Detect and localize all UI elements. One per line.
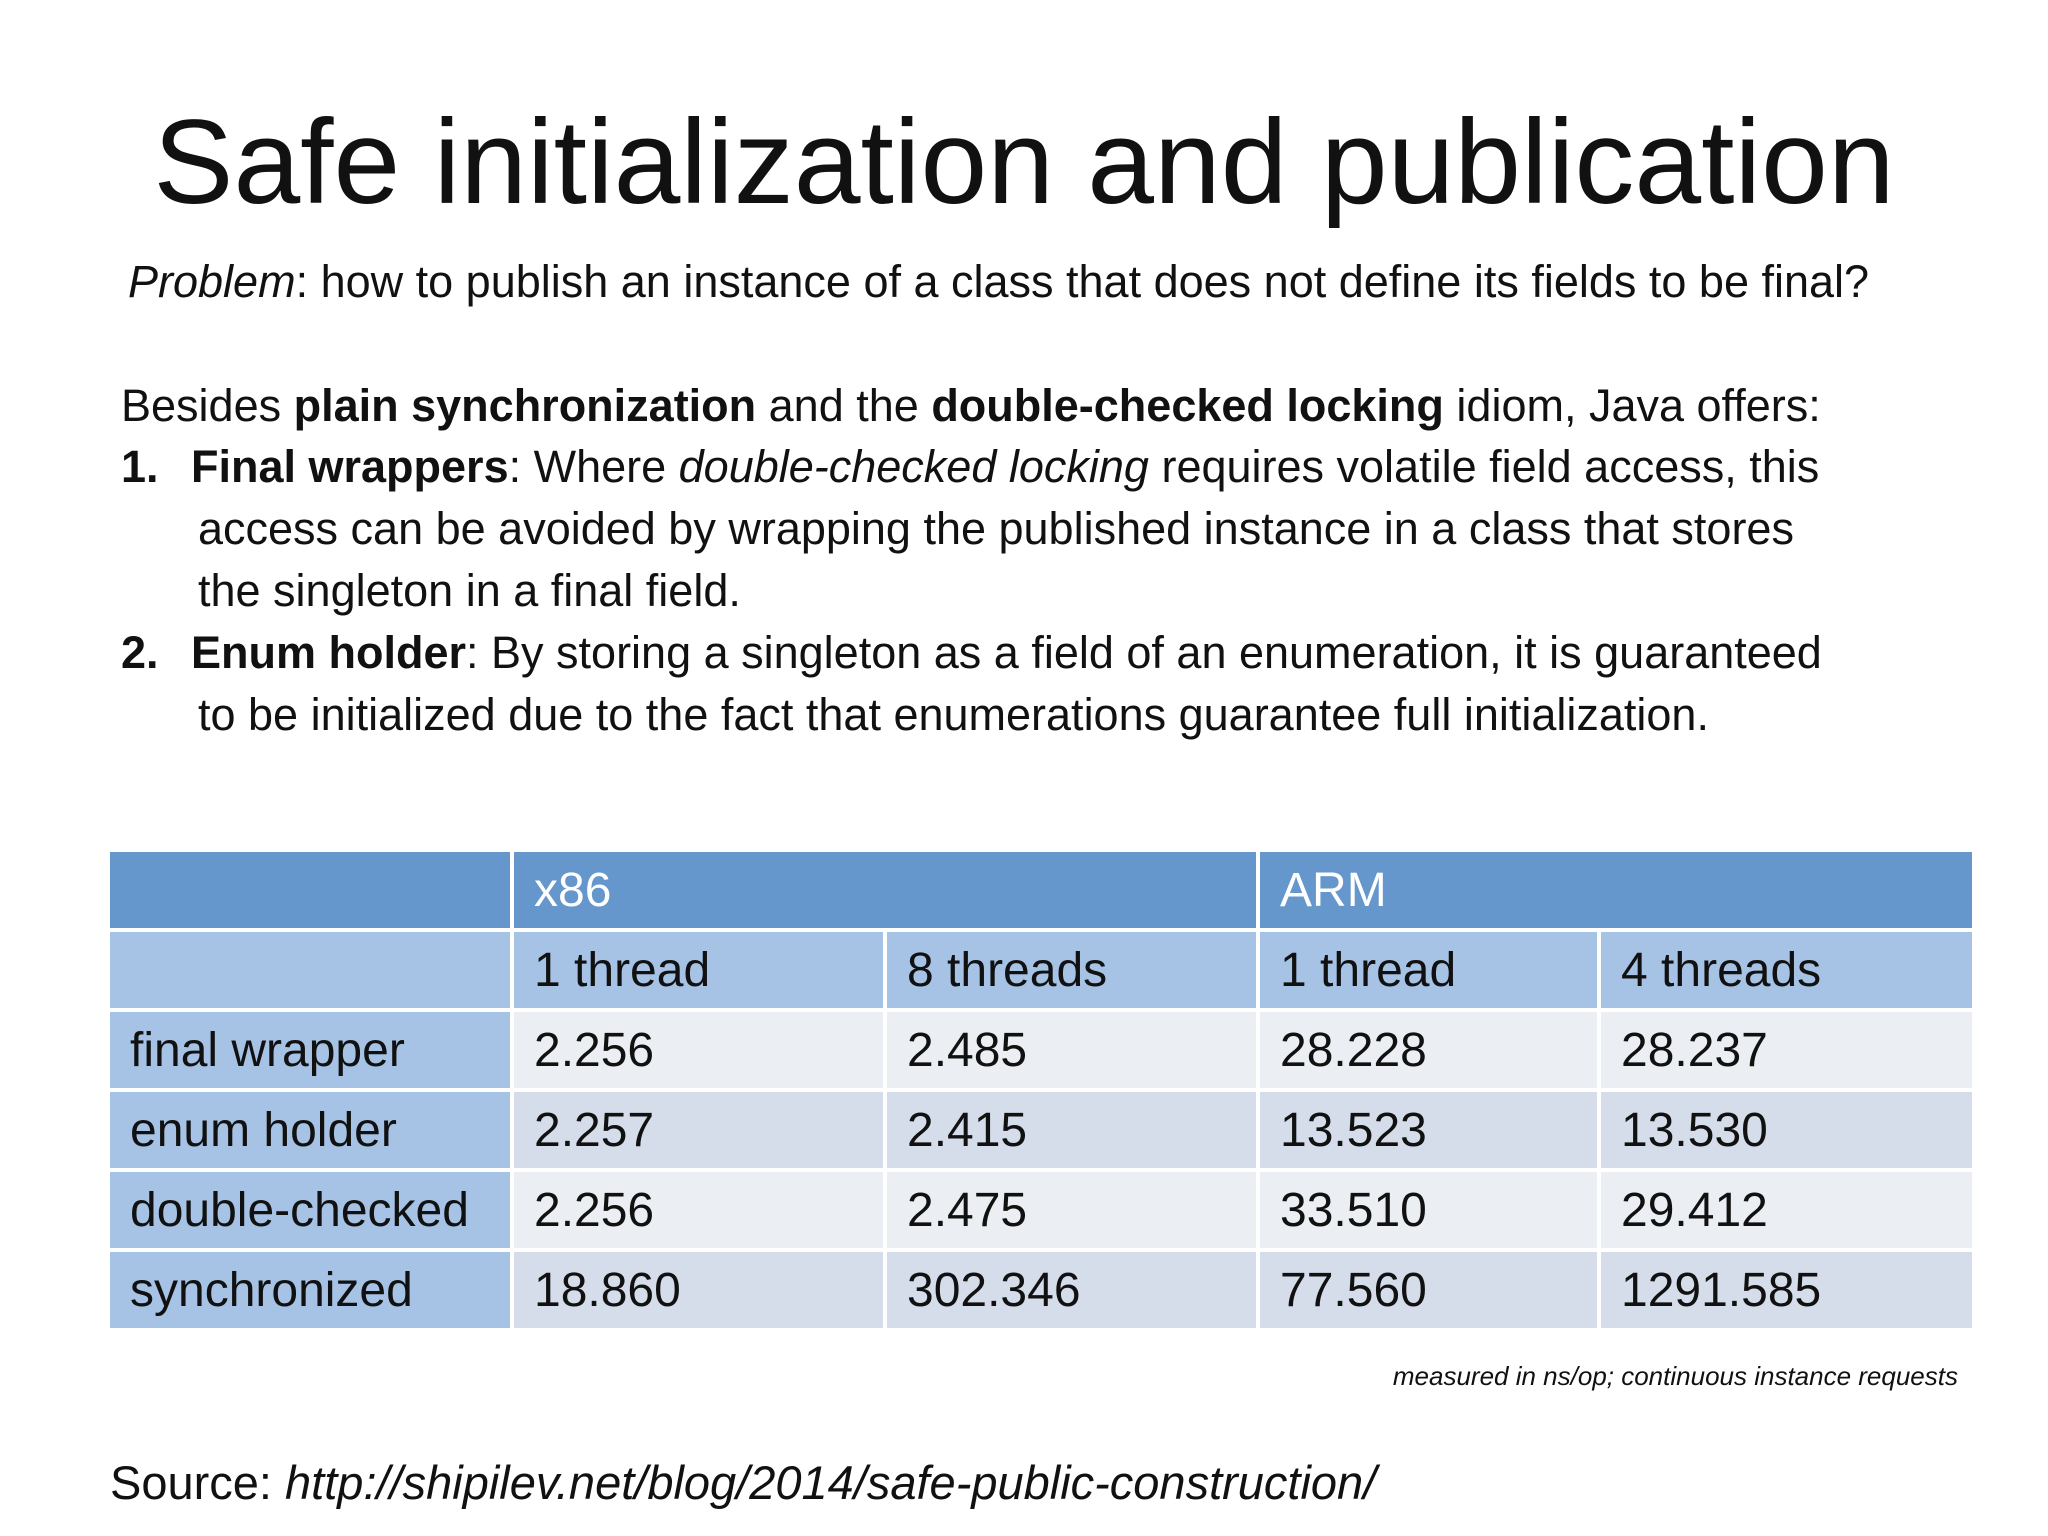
table-row	[108, 1010, 1974, 1090]
list-number: 1.	[121, 441, 159, 492]
column-header: 4 threads	[1599, 930, 1974, 1010]
row-label: enum holder	[108, 1090, 512, 1170]
problem-statement	[128, 254, 1869, 310]
measurement-note: measured in ns/op; continuous instance requests	[1392, 1361, 1958, 1391]
intro-bold-sync: plain synchronization	[293, 380, 757, 431]
table-cell: 2.257	[512, 1090, 885, 1170]
table-cell: 28.228	[1258, 1010, 1599, 1090]
table-subheader-corner	[108, 930, 512, 1010]
list-item-text: : Where	[508, 441, 679, 492]
group-header-arm: ARM	[1258, 850, 1974, 930]
table-cell: 2.475	[885, 1170, 1258, 1250]
intro-bold-dcl: double-checked locking	[931, 380, 1444, 431]
table-cell: 302.346	[885, 1250, 1258, 1330]
intro-suffix: idiom, Java offers:	[1443, 380, 1821, 431]
problem-text: : how to publish an instance of a class that does not define its fields to be final?	[295, 256, 1870, 307]
results-table	[106, 848, 1976, 1332]
table-cell: 33.510	[1258, 1170, 1599, 1250]
list-item-text: : By storing a singleton as a field of an enumeration, it is guaranteed	[466, 627, 1822, 678]
list-number: 2.	[121, 627, 159, 678]
table-corner-cell	[108, 850, 512, 930]
intro-prefix: Besides	[121, 380, 294, 431]
source-citation	[110, 1455, 1376, 1511]
list-item-italic: double-checked locking	[678, 441, 1149, 492]
row-label: double-checked	[108, 1170, 512, 1250]
list-item-continuation: to be initialized due to the fact that enumerations guarantee full initialization.	[198, 689, 1709, 740]
group-header-x86: x86	[512, 850, 1258, 930]
problem-label: Problem	[128, 256, 296, 307]
table-cell: 2.485	[885, 1010, 1258, 1090]
source-label: Source:	[110, 1456, 286, 1509]
list-item-heading: Enum holder	[191, 627, 467, 678]
table-cell: 2.256	[512, 1170, 885, 1250]
table-cell: 2.415	[885, 1090, 1258, 1170]
list-item-enum-holder	[121, 622, 1822, 746]
table-row	[108, 1090, 1974, 1170]
column-header: 8 threads	[885, 930, 1258, 1010]
list-item-continuation: the singleton in a final field.	[198, 565, 741, 616]
column-header: 1 thread	[1258, 930, 1599, 1010]
table-cell: 2.256	[512, 1010, 885, 1090]
column-header: 1 thread	[512, 930, 885, 1010]
list-item-line	[121, 436, 1819, 498]
table-cell: 13.530	[1599, 1090, 1974, 1170]
table-subheader-row	[108, 930, 1974, 1010]
table-row	[108, 1170, 1974, 1250]
table-row	[108, 1250, 1974, 1330]
table-cell: 1291.585	[1599, 1250, 1974, 1330]
source-url[interactable]: http://shipilev.net/blog/2014/safe-public-construction/	[285, 1456, 1377, 1509]
list-item-continuation: access can be avoided by wrapping the published instance in a class that stores	[198, 503, 1794, 554]
slide-title: Safe initialization and publication	[153, 95, 1895, 229]
list-item-final-wrappers	[121, 436, 1819, 622]
intro-text	[121, 378, 1821, 434]
list-item-text: requires volatile field access, this	[1148, 441, 1820, 492]
table-group-header-row	[108, 850, 1974, 930]
row-label: synchronized	[108, 1250, 512, 1330]
table-cell: 13.523	[1258, 1090, 1599, 1170]
table-cell: 28.237	[1599, 1010, 1974, 1090]
table-cell: 77.560	[1258, 1250, 1599, 1330]
list-item-line	[121, 622, 1822, 684]
list-item-heading: Final wrappers	[191, 441, 509, 492]
intro-middle: and the	[756, 380, 932, 431]
row-label: final wrapper	[108, 1010, 512, 1090]
table-cell: 18.860	[512, 1250, 885, 1330]
table-cell: 29.412	[1599, 1170, 1974, 1250]
